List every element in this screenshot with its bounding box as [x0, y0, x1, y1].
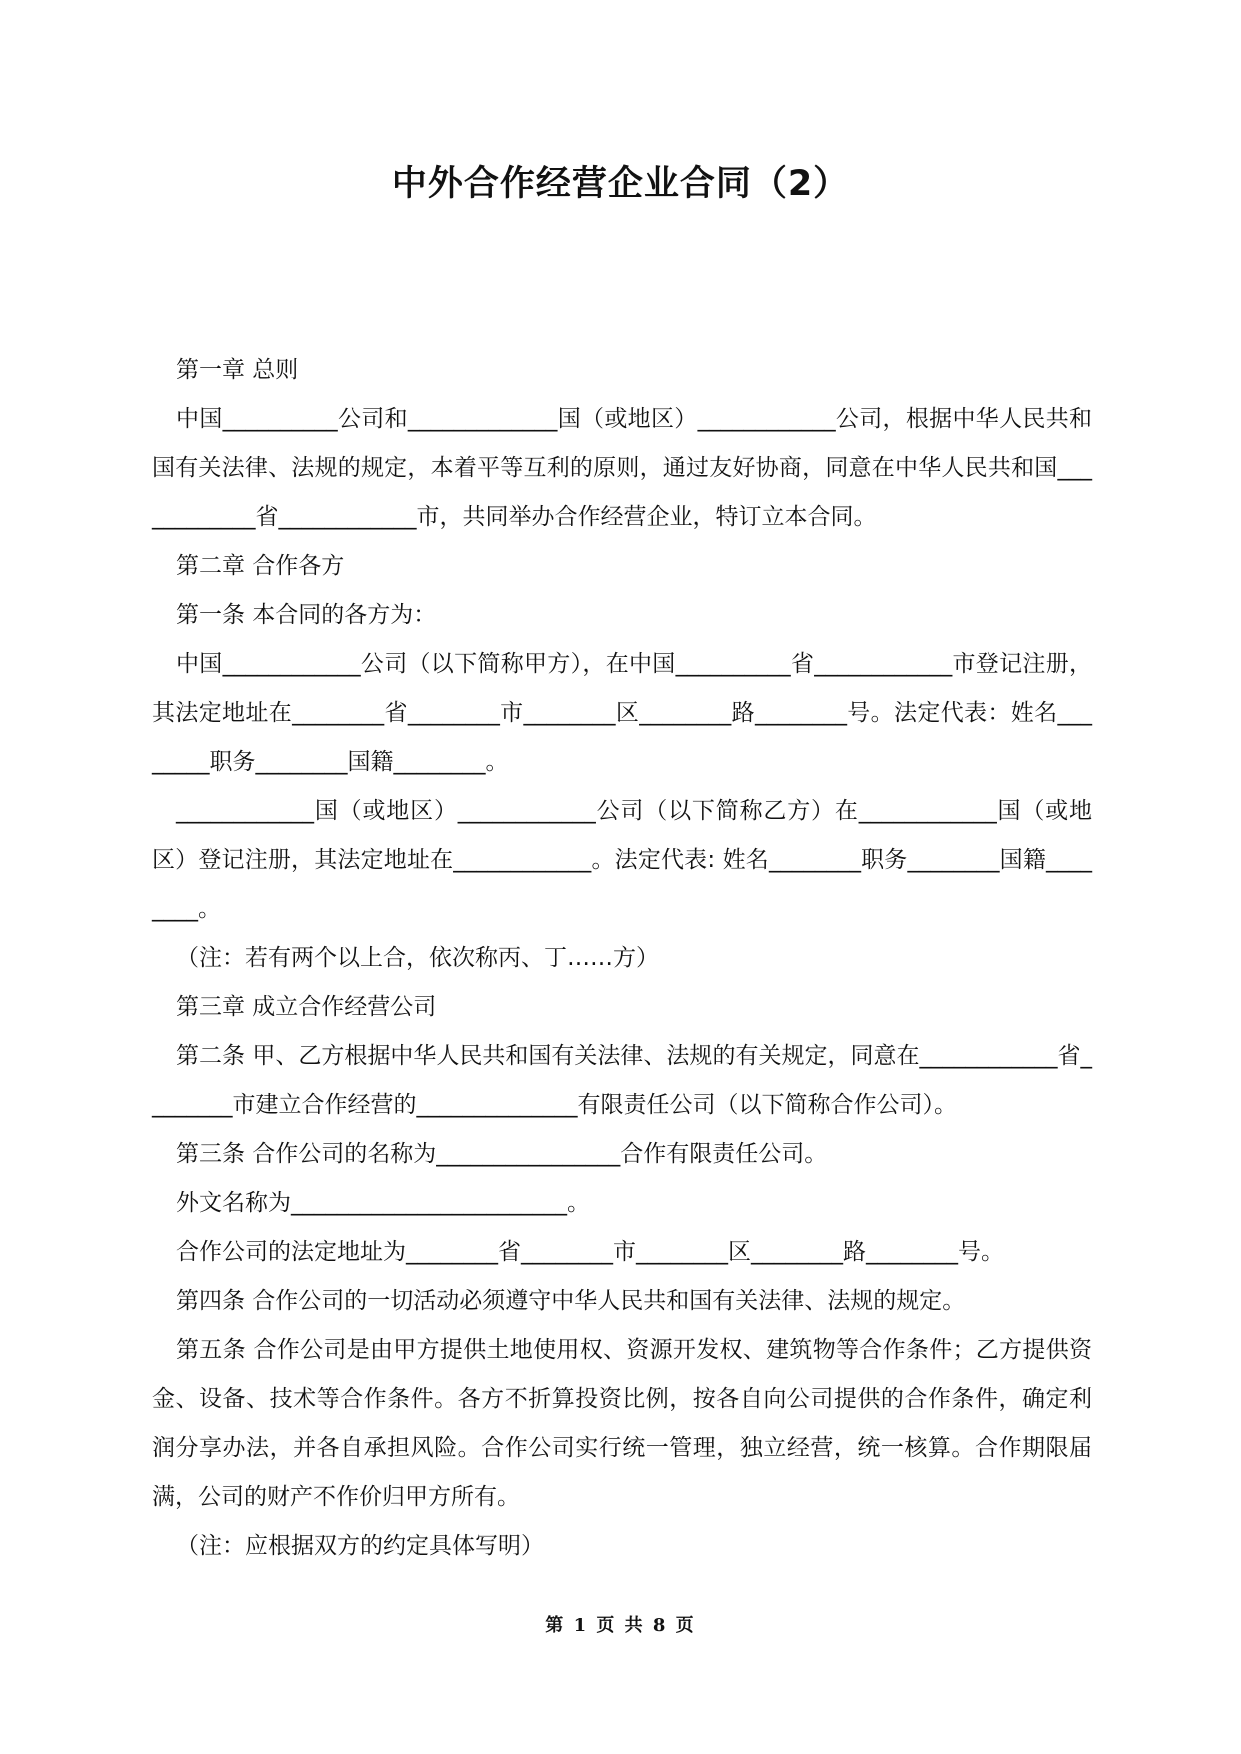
paragraph: 外文名称为________________________。 [176, 1190, 590, 1216]
paragraph: 中国____________公司（以下简称甲方），在中国__________省____________市登记注册，其法定地址在________省________市________区________路________号。法定代表：姓名________职务________国籍________。 [152, 651, 1092, 775]
article-paragraph: 第二条 甲、乙方根据中华人民共和国有关法律、法规的有关规定，同意在____________省________市建立合作经营的______________有限责任公司（以下简称合作公司）。 [152, 1043, 1092, 1118]
article-paragraph: 第一条 本合同的各方为： [176, 602, 437, 628]
document-title: 中外合作经营企业合同（2） [391, 164, 850, 204]
paragraph: 中国__________公司和_____________国（或地区）____________公司，根据中华人民共和国有关法律、法规的规定，本着平等互利的原则，通过友好协商，同意在中华人民共和国____________省____________市，共同举办合作经营企业，特订立本合同。 [152, 406, 1092, 530]
article-paragraph: 第四条 合作公司的一切活动必须遵守中华人民共和国有关法律、法规的规定。 [176, 1288, 966, 1314]
article-paragraph: 第三条 合作公司的名称为________________合作有限责任公司。 [176, 1141, 828, 1167]
chapter-heading: 第一章 总则 [176, 357, 299, 383]
paragraph: ____________国（或地区）____________公司（以下简称乙方）在____________国（或地区）登记注册，其法定地址在____________。法定代表: 姓名________职务________国籍________。 [152, 798, 1092, 922]
note-paragraph: （注：若有两个以上合，依次称丙、丁……方） [176, 945, 659, 971]
note-paragraph: （注：应根据双方的约定具体写明） [176, 1533, 544, 1559]
chapter-heading: 第二章 合作各方 [176, 553, 345, 579]
paragraph: 合作公司的法定地址为________省________市________区________路________号。 [176, 1239, 1004, 1265]
article-paragraph: 第五条 合作公司是由甲方提供土地使用权、资源开发权、建筑物等合作条件；乙方提供资金、设备、技术等合作条件。各方不折算投资比例，按各自向公司提供的合作条件，确定利润分享办法，并各自承担风险。合作公司实行统一管理，独立经营，统一核算。合作期限届满，公司的财产不作价归甲方所有。 [152, 1337, 1092, 1510]
page-number-footer: 第 1 页 共 8 页 [545, 1615, 696, 1636]
document-body [152, 346, 1092, 1571]
chapter-heading: 第三章 成立合作经营公司 [176, 994, 437, 1020]
